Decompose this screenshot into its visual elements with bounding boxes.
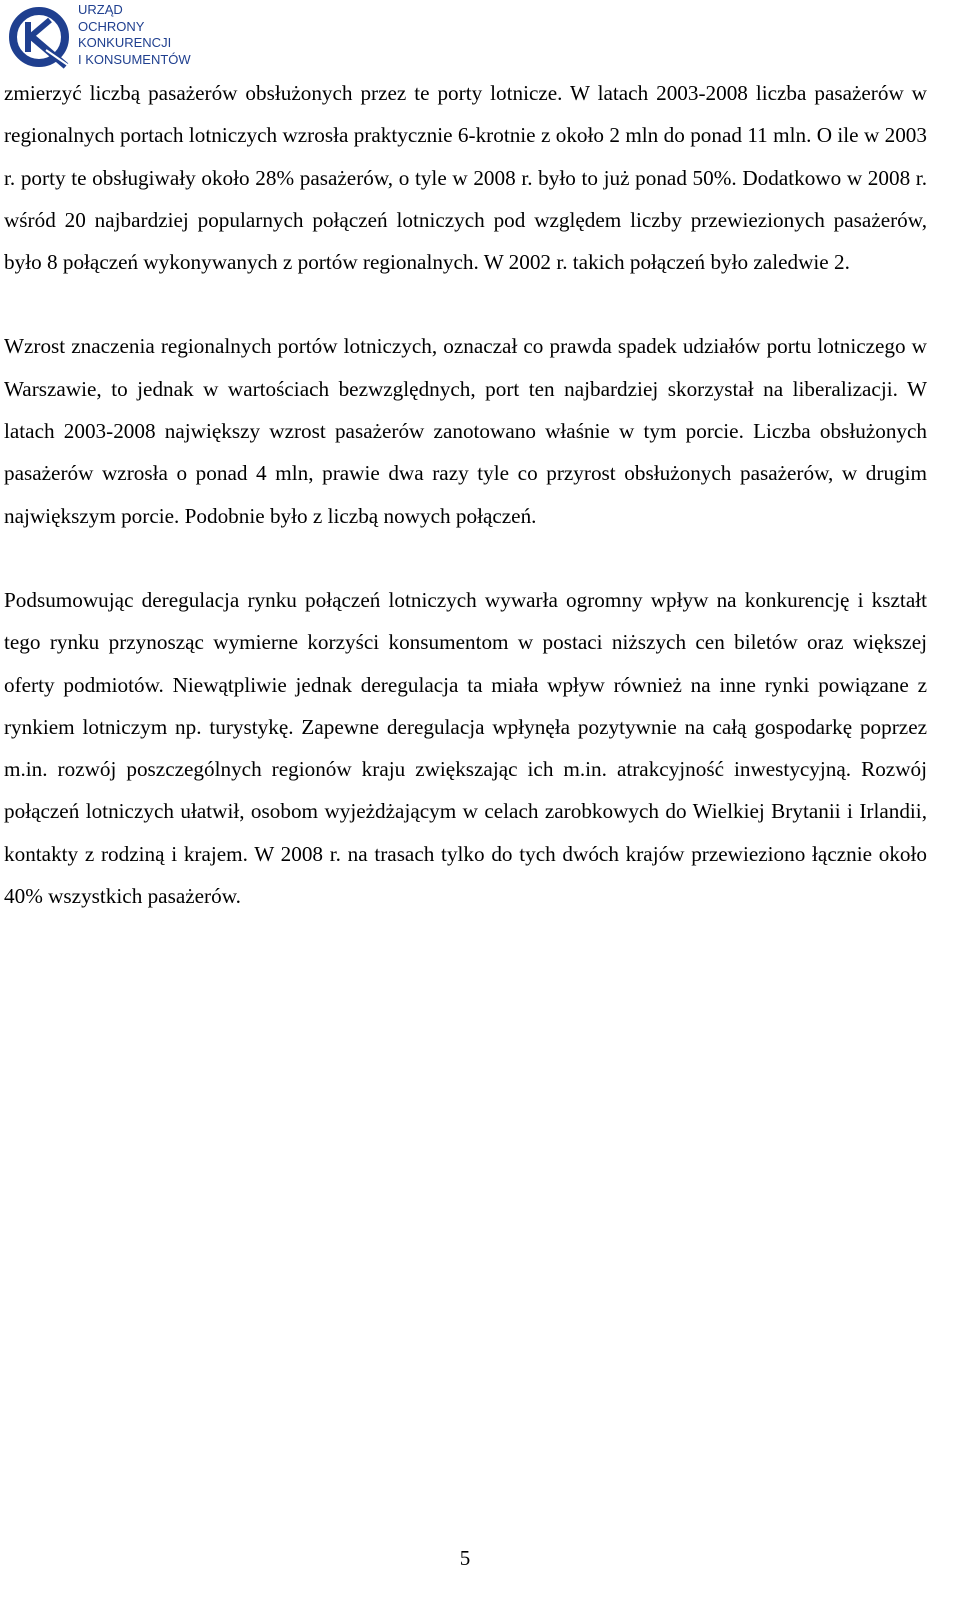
logo-line-3: KONKURENCJI [78,35,172,50]
logo-line-1: URZĄD [78,2,123,17]
paragraph-summary: Podsumowując deregulacja rynku połączeń lotniczych wywarła ogromny wpływ na konkurencję i kształt tego rynku przynosząc wymierne korzyści konsumentom w postaci niższych cen biletów oraz większej oferty podmiotów. Niewątpliwie jednak deregulacja ta miała wpływ również na inne rynki powiązane z rynkiem lotniczym np. turystykę. Zapewne deregulacja wpłynęła pozytywnie na całą gospodarkę poprzez m.in. rozwój poszczególnych regionów kraju zwiększając ich m.in. atrakcyjność inwestycyjną. Rozwój połączeń lotniczych ułatwił, osobom wyjeżdżającym w celach zarobkowych do Wielkiej Brytanii i Irlandii, kontakty z rodziną i krajem. W 2008 r. na trasach tylko do tych dwóch krajów przewieziono łącznie około 40% wszystkich pasażerów. [4,587,927,909]
uokik-logo-icon [6,4,76,70]
logo-line-4: I KONSUMENTÓW [78,51,191,67]
page-number: 5 [459,1546,471,1570]
paragraph-regional-ports: zmierzyć liczbą pasażerów obsłużonych przez te porty lotnicze. W latach 2003-2008 liczba pasażerów w regionalnych portach lotniczych wzrosła praktycznie 6-krotnie z około 2 mln do ponad 11 mln. O ile w 2003 r. porty te obsługiwały około 28% pasażerów, o tyle w 2008 r. było to już ponad 50%. Dodatkowo w 2008 r. wśród 20 najbardziej popularnych połączeń lotniczych pod względem liczby przewiezionych pasażerów, było 8 połączeń wykonywanych z portów regionalnych. W 2002 r. takich połączeń było zaledwie 2. [4,81,927,275]
paragraph-warsaw-airport: Wzrost znaczenia regionalnych portów lotniczych, oznaczał co prawda spadek udziałów portu lotniczego w Warszawie, to jednak w wartościach bezwzględnych, port ten najbardziej skorzystał na liberalizacji. W latach 2003-2008 największy wzrost pasażerów zanotowano właśnie w tym porcie. Liczba obsłużonych pasażerów wzrosła o ponad 4 mln, prawie dwa razy tyle co przyrost obsłużonych pasażerów, w drugim największym porcie. Podobnie było z liczbą nowych połączeń. [4,334,927,528]
document-body [4,72,927,917]
logo-line-2: OCHRONY [78,18,145,34]
uokik-logo [4,2,214,72]
logo-text [78,2,191,68]
